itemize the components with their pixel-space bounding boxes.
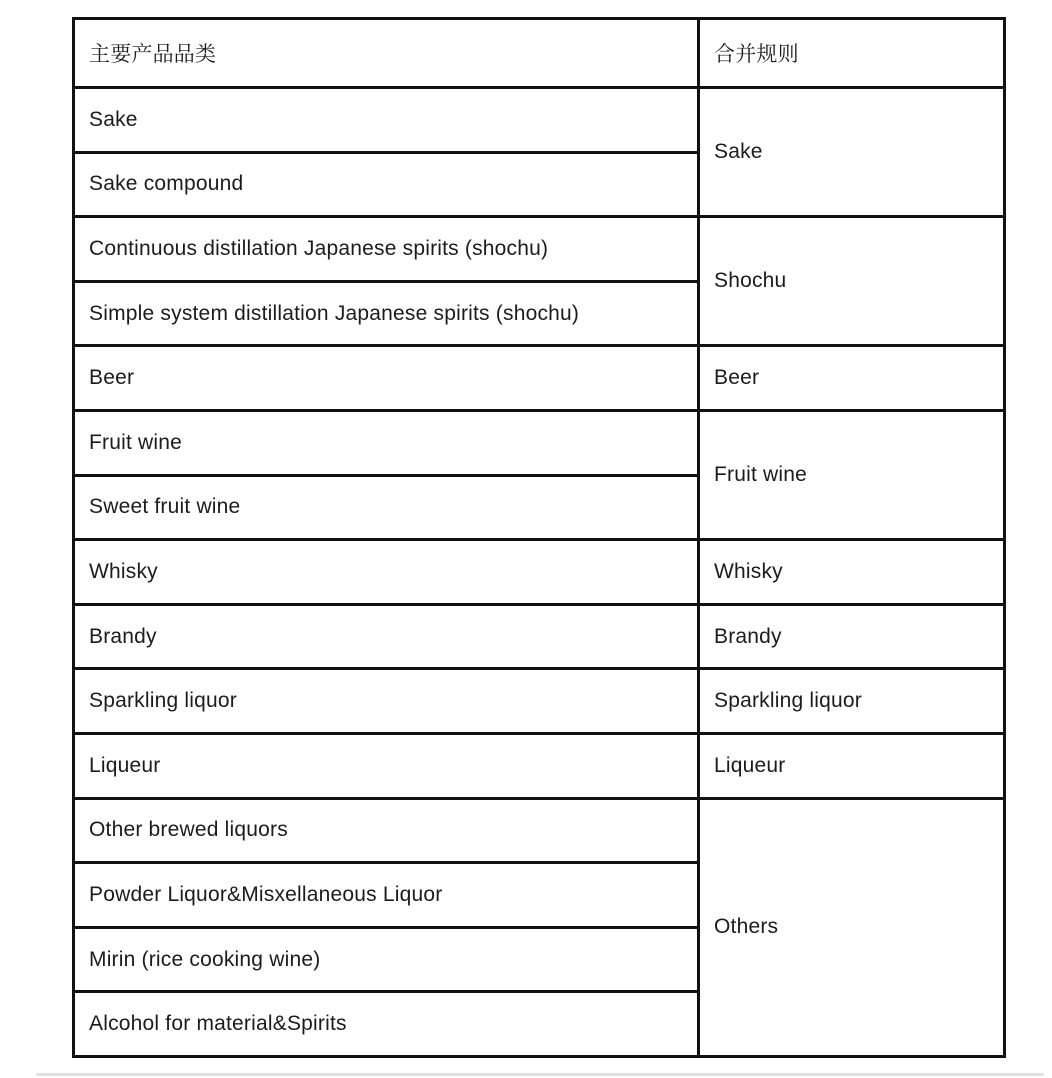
cell-sake-compound: Sake compound: [74, 152, 699, 217]
page-bottom-shadow: [36, 1073, 1044, 1076]
cell-sparkling-liquor: Sparkling liquor: [74, 669, 699, 734]
cell-simple-system-distillation-shochu: Simple system distillation Japanese spirits (shochu): [74, 281, 699, 346]
table-row: [74, 669, 1005, 734]
cell-merged-whisky: Whisky: [699, 540, 1005, 605]
cell-sweet-fruit-wine: Sweet fruit wine: [74, 475, 699, 540]
cell-merged-liqueur: Liqueur: [699, 733, 1005, 798]
cell-beer: Beer: [74, 346, 699, 411]
cell-other-brewed-liquors: Other brewed liquors: [74, 798, 699, 863]
cell-mirin: Mirin (rice cooking wine): [74, 927, 699, 992]
cell-merged-sparkling-liquor: Sparkling liquor: [699, 669, 1005, 734]
table-row: [74, 540, 1005, 605]
product-category-merge-table: [72, 17, 1006, 1058]
cell-merged-shochu: Shochu: [699, 217, 1005, 346]
table-row: [74, 346, 1005, 411]
table-row: [74, 798, 1005, 863]
cell-powder-liquor-miscellaneous: Powder Liquor&Misxellaneous Liquor: [74, 863, 699, 928]
cell-whisky: Whisky: [74, 540, 699, 605]
table-row: [74, 604, 1005, 669]
cell-merged-brandy: Brandy: [699, 604, 1005, 669]
cell-sake: Sake: [74, 88, 699, 153]
cell-merged-sake: Sake: [699, 88, 1005, 217]
cell-brandy: Brandy: [74, 604, 699, 669]
cell-merged-beer: Beer: [699, 346, 1005, 411]
table-row: [74, 217, 1005, 282]
table-header-row: [74, 19, 1005, 88]
col-header-product-categories: 主要产品品类: [74, 19, 699, 88]
col-header-merge-rules: 合并规则: [699, 19, 1005, 88]
table-row: [74, 88, 1005, 153]
cell-merged-fruit-wine: Fruit wine: [699, 410, 1005, 539]
table-row: [74, 410, 1005, 475]
table-row: [74, 733, 1005, 798]
cell-alcohol-for-material-spirits: Alcohol for material&Spirits: [74, 992, 699, 1057]
cell-liqueur: Liqueur: [74, 733, 699, 798]
cell-continuous-distillation-shochu: Continuous distillation Japanese spirits (shochu): [74, 217, 699, 282]
cell-fruit-wine: Fruit wine: [74, 410, 699, 475]
cell-merged-others: Others: [699, 798, 1005, 1056]
